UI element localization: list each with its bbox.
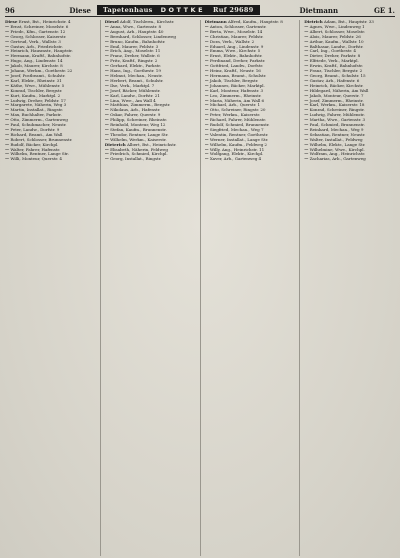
entry-surname: —: [5, 49, 10, 54]
entry-surname: —: [5, 34, 10, 39]
entry-details: Erich, Ang., Moselstr. 11: [110, 49, 161, 54]
entry-details: Wilhelmine, Wwe., Kirchpl.: [309, 147, 365, 152]
entry-surname: —: [5, 39, 10, 44]
entry-details: Rudolf, Bäcker, Kirchpl.: [10, 142, 59, 147]
entry-details: Arthur, Kaufm., Wallstr. 10: [309, 39, 364, 44]
entry-surname: —: [304, 157, 309, 162]
entry-surname: —: [104, 49, 109, 54]
entry-surname: Dieterich: [104, 142, 126, 147]
entry-details: Konrad, Tischler, Bergstr.: [10, 88, 63, 93]
directory-entry: [205, 157, 296, 162]
entry-details: Richard, Fahrer, Mühlenstr.: [209, 118, 266, 123]
entry-surname: —: [5, 29, 10, 34]
entry-details: Paul, Schuhmacher, Neustr.: [10, 123, 67, 128]
column-1: [5, 20, 96, 556]
entry-details: Albert, Bst., Heinrichstr.: [126, 142, 177, 147]
entry-details: Emma, Wwe., Kirchstr. 5: [209, 49, 261, 54]
entry-surname: —: [204, 44, 209, 49]
entry-surname: —: [204, 34, 209, 39]
header-right-word: Dietmann: [299, 5, 339, 15]
entry-surname: —: [204, 142, 209, 147]
entry-details: Josef, Postbeamt., Schulstr.: [10, 73, 66, 78]
entry-details: Karl, Monteur, Hafenstr. 3: [209, 88, 264, 93]
entry-details: Karl, Landw., Dorfstr. 21: [110, 93, 160, 98]
ad-phone: Ruf 29689: [213, 6, 254, 14]
entry-details: Walter, Installat., Feldweg: [309, 137, 363, 142]
entry-details: Agnes, Wwe., Lindenweg 1: [309, 24, 365, 29]
entry-details: Sebastian, Rentner, Neustr.: [309, 132, 366, 137]
entry-details: Wolfgang, Elektr., Kirchpl.: [209, 152, 264, 157]
entry-surname: Diese: [5, 20, 18, 24]
entry-surname: —: [304, 152, 309, 157]
entry-surname: —: [5, 142, 10, 147]
entry-surname: —: [104, 157, 109, 162]
entry-details: Herbert, Beamt., Schulstr.: [110, 78, 164, 83]
entry-details: Gerhard, Elektr., Parkstr.: [110, 64, 161, 69]
entry-details: Heinz, Kraftf., Neustr. 16: [209, 69, 261, 74]
entry-surname: —: [5, 132, 10, 137]
entry-details: Wolfram, Ang., Heinrichstr.: [309, 152, 366, 157]
entry-surname: —: [104, 108, 109, 113]
entry-details: Peter, Landw., Dorfstr. 9: [10, 127, 60, 132]
entry-details: Matthias, Zimmerm., Bergstr.: [110, 103, 171, 108]
entry-surname: —: [204, 98, 209, 103]
entry-details: Maria, Näherin, Am Wall 6: [209, 98, 265, 103]
entry-details: Elfriede, Verk., Marktpl.: [309, 59, 359, 64]
entry-details: Bernhard, Schlosser, Lindenweg: [110, 34, 176, 39]
column-divider: [100, 20, 101, 556]
entry-details: Josef, Bäcker, Mühlenstr.: [110, 88, 161, 93]
column-divider: [299, 20, 300, 556]
entry-surname: —: [204, 152, 209, 157]
entry-details: Bruno, Kaufm., Bahnhofstr.: [110, 39, 166, 44]
entry-surname: —: [304, 34, 309, 39]
entry-surname: —: [5, 127, 10, 132]
entry-surname: —: [304, 93, 309, 98]
entry-surname: —: [204, 137, 209, 142]
entry-surname: —: [304, 49, 309, 54]
entry-details: Michael, Arb., Querstr. 1: [209, 103, 261, 108]
entry-details: Wilhelm, Elektr., Lange Str.: [309, 142, 366, 147]
entry-details: Alois, Maurer, Feldstr. 26: [309, 34, 361, 39]
entry-surname: —: [304, 29, 309, 34]
entry-details: Jakob, Monteur, Querstr. 7: [309, 93, 364, 98]
entry-surname: —: [5, 69, 10, 74]
directory-entry: [304, 157, 395, 162]
entry-details: Martha, Wwe., Gartenstr. 3: [309, 118, 366, 123]
entry-surname: —: [104, 64, 109, 69]
ad-name: DOTTKE: [160, 6, 206, 14]
entry-surname: —: [104, 73, 109, 78]
entry-details: Ernst, Bst., Heinrichstr. 4: [18, 20, 71, 24]
entry-surname: —: [204, 69, 209, 74]
entry-surname: —: [5, 108, 10, 113]
entry-surname: —: [104, 39, 109, 44]
entry-surname: —: [5, 137, 10, 142]
entry-details: Oskar, Fahrer, Querstr. 9: [110, 113, 161, 118]
page-header: [5, 4, 395, 17]
entry-details: Carl, Ing., Goethestr. 4: [309, 49, 356, 54]
entry-surname: —: [204, 88, 209, 93]
entry-surname: —: [304, 103, 309, 108]
entry-surname: —: [104, 69, 109, 74]
column-3: [205, 20, 296, 556]
entry-surname: —: [104, 24, 109, 29]
entry-surname: —: [5, 78, 10, 83]
entry-details: Erwin, Kraftf., Bahnhofstr.: [309, 64, 363, 69]
entry-details: Heinrich, Hausmstr., Hauptstr.: [10, 49, 73, 54]
entry-surname: —: [204, 132, 209, 137]
entry-surname: —: [304, 83, 309, 88]
entry-details: Jakob, Maurer, Kirchstr. 8: [10, 64, 63, 69]
entry-surname: —: [304, 123, 309, 128]
directory-entry: [5, 157, 96, 162]
entry-details: Leo, Zimmerm., Rheinstr.: [209, 93, 262, 98]
entry-surname: —: [5, 44, 10, 49]
entry-surname: —: [204, 93, 209, 98]
entry-details: Georg, Schlosser, Kaiserstr.: [10, 34, 67, 39]
entry-surname: —: [204, 103, 209, 108]
entry-details: Jakob, Tischler, Bergstr.: [209, 78, 259, 83]
entry-details: Ludwig, Fahrer, Mühlenstr.: [309, 113, 365, 118]
entry-details: Reinhold, Monteur, Weg 12: [110, 123, 166, 128]
entry-details: Franz, Dreher, Wallstr. 6: [110, 54, 160, 59]
column-divider: [200, 20, 201, 556]
entry-details: Kurt, Kaufm., Marktpl. 2: [10, 93, 61, 98]
entry-surname: —: [304, 108, 309, 113]
entry-details: Johannes, Bäcker, Marktpl.: [209, 83, 265, 88]
entry-details: Peter, Werkm., Kaiserstr.: [209, 113, 261, 118]
entry-surname: —: [304, 113, 309, 118]
entry-details: Adolf, Tischlerm., Kirchstr.: [119, 20, 175, 24]
entry-surname: —: [204, 118, 209, 123]
entry-surname: —: [204, 123, 209, 128]
entry-details: Karl, Werkm., Kaiserstr. 18: [309, 103, 365, 108]
entry-details: Paul, Schmied, Brunnenstr.: [309, 123, 365, 128]
column-4: [304, 20, 395, 556]
entry-surname: —: [304, 118, 309, 123]
entry-details: Hermann, Kraftf., Bahnhofstr.: [10, 54, 71, 59]
entry-details: Stefan, Kaufm., Brunnenstr.: [110, 127, 167, 132]
entry-details: Georg, Installat., Ringstr.: [110, 157, 162, 162]
entry-surname: —: [104, 44, 109, 49]
entry-surname: —: [5, 88, 10, 93]
entry-details: Hans, Ing., Goethestr. 19: [110, 69, 161, 74]
entry-details: Lina, Wwe., Am Wall 4: [110, 98, 156, 103]
entry-surname: —: [104, 123, 109, 128]
entry-details: Wilhelm, Werkm., Kaiserstr.: [110, 137, 167, 142]
entry-surname: —: [104, 83, 109, 88]
entry-surname: —: [204, 83, 209, 88]
entry-details: Gustav, Arb., Friedrichstr.: [10, 44, 63, 49]
entry-details: Ernst, Schreiner, Moselstr. 6: [10, 24, 69, 29]
header-right: [260, 6, 395, 15]
entry-surname: —: [304, 147, 309, 152]
page-number: 96: [5, 5, 15, 15]
entry-surname: —: [104, 34, 109, 39]
entry-surname: —: [304, 137, 309, 142]
entry-surname: Dietmann: [204, 20, 227, 24]
entry-surname: —: [204, 78, 209, 83]
entry-details: Karl, Elektr., Rheinstr. 31: [10, 78, 62, 83]
entry-surname: —: [5, 24, 10, 29]
entry-details: Eduard, Ang., Lindenstr. 9: [209, 44, 264, 49]
entry-surname: —: [204, 113, 209, 118]
entry-details: Adam, Bst., Hauptstr. 33: [323, 20, 374, 24]
entry-surname: —: [104, 113, 109, 118]
entry-surname: —: [204, 29, 209, 34]
entry-surname: —: [5, 152, 10, 157]
entry-surname: —: [104, 59, 109, 64]
header-advertisement: [97, 5, 260, 15]
entry-surname: —: [204, 127, 209, 132]
entry-details: Valentin, Rentner, Goethestr.: [209, 132, 269, 137]
entry-surname: —: [304, 64, 309, 69]
entry-details: Anna, Wwe., Gartenstr. 8: [110, 24, 162, 29]
entry-surname: —: [204, 54, 209, 59]
entry-details: Ernst, Elektr., Bahnhofstr.: [209, 54, 263, 59]
entry-details: Hermann, Beamt., Schulstr.: [209, 73, 267, 78]
entry-surname: —: [5, 64, 10, 69]
entry-details: Johann, Werkm., Goethestr. 22: [10, 69, 73, 74]
entry-details: Alfred, Kaufm., Hauptstr. 8: [227, 20, 283, 24]
column-2: [105, 20, 196, 556]
entry-details: Rudolf, Schmied, Brunnenstr.: [209, 123, 270, 128]
entry-details: Emil, Maurer, Feldstr. 3: [110, 44, 159, 49]
entry-surname: —: [5, 59, 10, 64]
entry-details: Richard, Beamt., Am Wall: [10, 132, 63, 137]
entry-details: Gottfried, Landw., Dorfstr.: [209, 64, 264, 69]
entry-surname: —: [204, 49, 209, 54]
entry-details: Dieter, Dreher, Parkstr. 8: [309, 54, 361, 59]
entry-details: Otto, Zimmerm., Gartenweg: [10, 118, 68, 123]
entry-surname: —: [304, 142, 309, 147]
entry-details: Friedr., Kfm., Gartenstr. 12: [10, 29, 66, 34]
entry-details: Gertrud, Verk., Wallstr. 3: [10, 39, 61, 44]
entry-surname: —: [5, 113, 10, 118]
entry-details: Hugo, Ang., Lindenstr. 14: [10, 59, 63, 64]
entry-surname: —: [204, 157, 209, 162]
entry-details: Wilhelm, Rentner, Lange Str.: [10, 152, 69, 157]
entry-details: Willy, Ang., Heinrichstr. 11: [209, 147, 265, 152]
entry-surname: Diesel: [104, 20, 119, 24]
entry-surname: —: [5, 93, 10, 98]
entry-surname: —: [204, 64, 209, 69]
entry-details: Philipp, Schreiner, Rheinstr.: [110, 118, 168, 123]
entry-details: Christian, Maurer, Feldstr.: [209, 34, 264, 39]
entry-details: Martin, Installat., Ringstr.: [10, 108, 63, 113]
entry-surname: —: [5, 54, 10, 59]
entry-surname: —: [204, 24, 209, 29]
entry-details: Dora, Verk., Wallstr. 2: [209, 39, 255, 44]
entry-details: Otto, Schreiner, Ringstr. 20: [209, 108, 266, 113]
header-left-word: Diese: [69, 5, 91, 15]
entry-surname: —: [304, 69, 309, 74]
entry-surname: Dietrich: [304, 20, 323, 24]
entry-details: Reinhard, Mechan., Weg 9: [309, 127, 364, 132]
entry-surname: —: [104, 78, 109, 83]
entry-details: Balthasar, Landw., Dorfstr.: [309, 44, 364, 49]
entry-surname: —: [204, 147, 209, 152]
entry-surname: —: [304, 78, 309, 83]
entry-surname: —: [104, 88, 109, 93]
entry-details: Werner, Installat., Lange Str.: [209, 137, 269, 142]
entry-surname: —: [104, 132, 109, 137]
entry-surname: —: [104, 152, 109, 157]
entry-surname: —: [5, 73, 10, 78]
entry-surname: —: [5, 103, 10, 108]
entry-details: Friedrich, Schmied, Kirchpl.: [110, 152, 168, 157]
entry-details: Ilse, Verk., Marktpl. 7: [110, 83, 155, 88]
entry-surname: —: [204, 59, 209, 64]
entry-details: Max, Buchhalter, Parkstr.: [10, 113, 62, 118]
entry-details: Berta, Wwe., Moselstr. 14: [209, 29, 263, 34]
entry-details: August, Arb., Hauptstr. 40: [110, 29, 164, 34]
entry-details: Walter, Fahrer, Hafenstr.: [10, 147, 61, 152]
ad-prefix: Tapetenhaus: [103, 6, 153, 14]
entry-details: Robert, Schlosser, Brunnenstr.: [10, 137, 73, 142]
entry-surname: —: [304, 132, 309, 137]
entry-surname: —: [204, 39, 209, 44]
entry-surname: —: [104, 29, 109, 34]
entry-surname: —: [104, 103, 109, 108]
entry-details: Ludwig, Dreher, Feldstr. 17: [10, 98, 66, 103]
entry-details: Zacharias, Arb., Gartenweg: [309, 157, 366, 162]
entry-surname: —: [104, 98, 109, 103]
entry-details: Heinrich, Bäcker, Kirchstr.: [309, 83, 364, 88]
entry-details: Nikolaus, Arb., Hafenstr.: [110, 108, 161, 113]
entry-details: Margarete, Näherin, Weg 3: [10, 103, 67, 108]
header-left: [5, 6, 97, 15]
entry-details: Siegfried, Mechan., Weg 7: [209, 127, 264, 132]
entry-surname: —: [204, 73, 209, 78]
entry-surname: —: [5, 123, 10, 128]
entry-details: Gustav, Arb., Hafenstr. 6: [309, 78, 360, 83]
entry-surname: —: [304, 39, 309, 44]
entry-surname: —: [104, 137, 109, 142]
entry-details: Ferdinand, Dreher, Parkstr.: [209, 59, 266, 64]
entry-details: Helmut, Mechan., Neustr.: [110, 73, 163, 78]
entry-surname: —: [104, 118, 109, 123]
entry-details: Hildegard, Näherin, Am Wall: [309, 88, 369, 93]
directory-entry: [105, 157, 196, 162]
entry-surname: —: [5, 118, 10, 123]
entry-details: Wilhelm, Kaufm., Feldweg 2: [209, 142, 267, 147]
header-right-code: GE 1.: [373, 5, 395, 15]
entry-surname: —: [304, 24, 309, 29]
entry-details: Konrad, Schreiner, Ringstr.: [309, 108, 365, 113]
entry-details: Xaver, Arb., Gartenweg 4: [209, 157, 262, 162]
entry-details: Elisabeth, Näherin, Feldweg: [110, 147, 168, 152]
entry-surname: —: [304, 88, 309, 93]
entry-details: Georg, Beamt., Schulstr. 15: [309, 73, 366, 78]
entry-surname: —: [5, 83, 10, 88]
entry-surname: —: [5, 157, 10, 162]
entry-details: Josef, Zimmerm., Rheinstr.: [309, 98, 364, 103]
entry-details: Fritz, Kraftf., Ringstr. 2: [110, 59, 158, 64]
entry-details: Käthe, Wwe., Mühlenstr. 5: [10, 83, 65, 88]
entry-surname: —: [104, 127, 109, 132]
entry-surname: —: [204, 108, 209, 113]
entry-surname: —: [304, 73, 309, 78]
entry-surname: —: [304, 127, 309, 132]
entry-surname: —: [304, 54, 309, 59]
entry-surname: —: [104, 147, 109, 152]
entry-surname: —: [104, 93, 109, 98]
entry-surname: —: [104, 54, 109, 59]
entry-surname: —: [304, 44, 309, 49]
entry-surname: —: [304, 59, 309, 64]
entry-surname: —: [5, 147, 10, 152]
directory-columns: [5, 20, 395, 556]
entry-details: Willi, Monteur, Querstr. 4: [10, 157, 62, 162]
entry-surname: —: [304, 98, 309, 103]
entry-details: Franz, Tischler, Bergstr. 2: [309, 69, 363, 74]
entry-surname: —: [5, 98, 10, 103]
entry-details: Albert, Schlosser, Moselstr.: [309, 29, 365, 34]
entry-details: Theodor, Rentner, Lange Str.: [110, 132, 169, 137]
entry-details: Anton, Schlosser, Gartenstr.: [209, 24, 267, 29]
